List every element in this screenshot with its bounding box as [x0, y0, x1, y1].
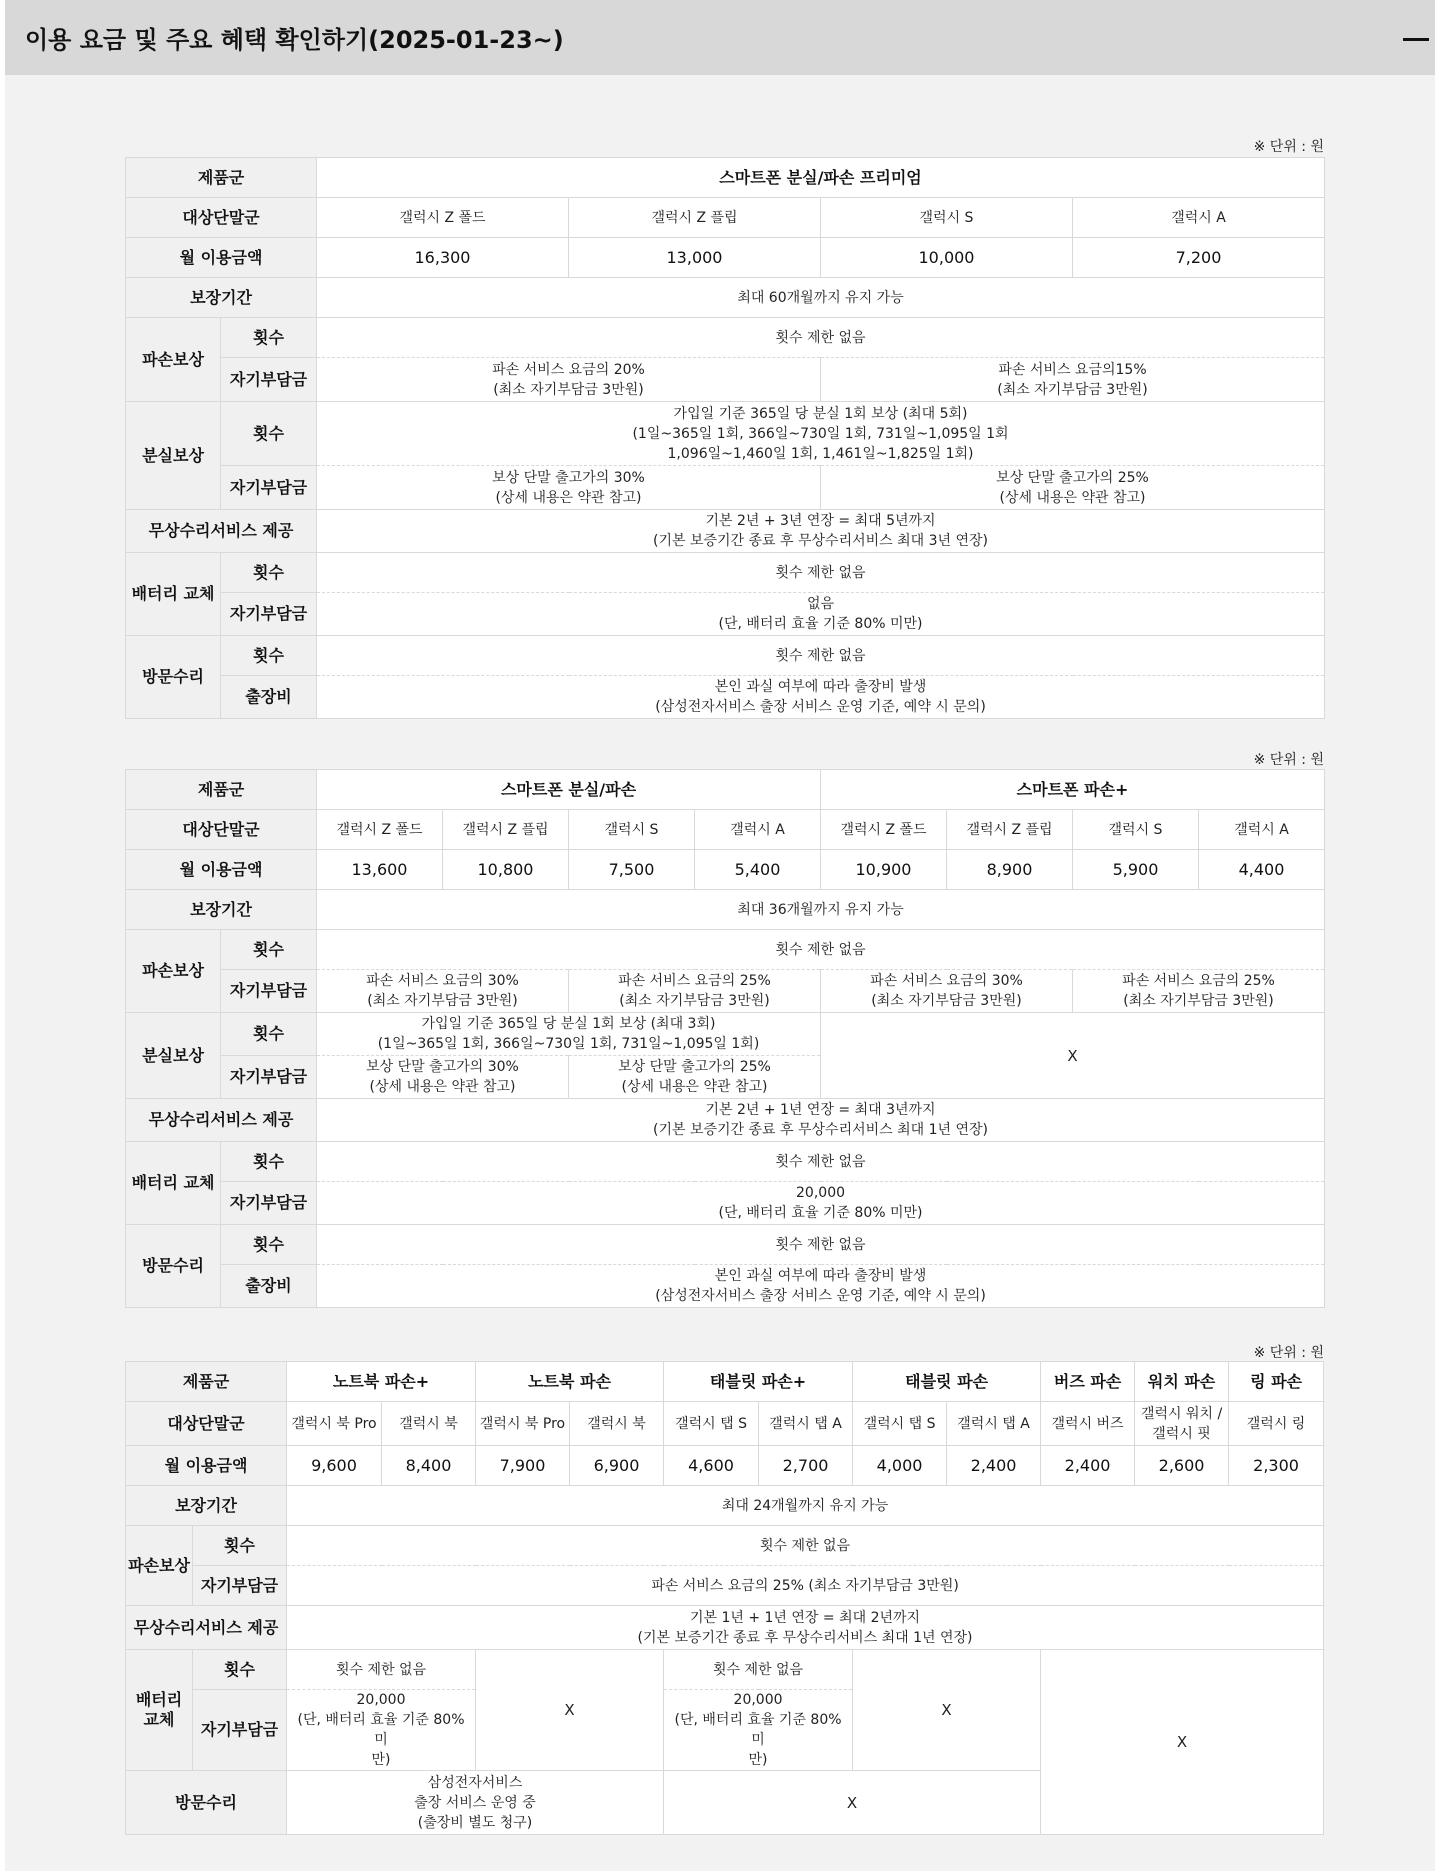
damage-count-value: 횟수 제한 없음: [317, 930, 1325, 970]
device-name: 갤럭시 북: [570, 1402, 664, 1446]
label-target-devices: 대상단말군: [126, 1402, 287, 1446]
label-trip-fee: 출장비: [221, 676, 317, 719]
device-name: 갤럭시 탭 S: [664, 1402, 759, 1446]
fee-table-premium: [125, 157, 1325, 719]
monthly-price: 2,400: [947, 1446, 1041, 1486]
damage-count-value: 횟수 제한 없음: [317, 318, 1325, 358]
loss-count-value: 가입일 기준 365일 당 분실 1회 보상 (최대 3회) (1일~365일 1회, 366일~730일 1회, 731일~1,095일 1회): [317, 1013, 821, 1056]
label-loss-comp: 분실보상: [126, 1013, 221, 1099]
device-name: 갤럭시 Z 플립: [947, 810, 1073, 850]
free-repair-value: 기본 1년 + 1년 연장 = 최대 2년까지 (기본 보증기간 종료 후 무상수리서비스 최대 1년 연장): [287, 1606, 1324, 1650]
label-damage-comp: 파손보상: [126, 930, 221, 1013]
device-name: 갤럭시 Z 플립: [569, 198, 821, 238]
fee-table-smartphone: [125, 769, 1325, 1308]
product-group-name: 버즈 파손: [1041, 1362, 1135, 1402]
device-name: 갤럭시 워치 / 갤럭시 핏: [1135, 1402, 1229, 1446]
label-deductible: 자기부담금: [221, 358, 317, 402]
product-group-name: 태블릿 파손+: [664, 1362, 853, 1402]
label-visit-repair: 방문수리: [126, 1771, 287, 1835]
battery-count-value: 횟수 제한 없음: [664, 1650, 853, 1690]
label-deductible: 자기부담금: [221, 1182, 317, 1225]
label-deductible: 자기부담금: [221, 970, 317, 1013]
monthly-price: 16,300: [317, 238, 569, 278]
monthly-price: 2,700: [759, 1446, 853, 1486]
monthly-price: 4,600: [664, 1446, 759, 1486]
label-deductible: 자기부담금: [221, 466, 317, 510]
label-target-devices: 대상단말군: [126, 810, 317, 850]
label-count: 횟수: [221, 636, 317, 676]
damage-deductible-value: 파손 서비스 요금의15% (최소 자기부담금 3만원): [821, 358, 1325, 402]
label-damage-comp: 파손보상: [126, 318, 221, 402]
product-group-name: 스마트폰 분실/파손 프리미엄: [317, 158, 1325, 198]
battery-deductible-value: 20,000 (단, 배터리 효율 기준 80% 미만): [317, 1182, 1325, 1225]
device-name: 갤럭시 A: [1199, 810, 1325, 850]
label-count: 횟수: [221, 1013, 317, 1056]
monthly-price: 9,600: [287, 1446, 382, 1486]
label-monthly-fee: 월 이용금액: [126, 850, 317, 890]
coverage-period-value: 최대 60개월까지 유지 가능: [317, 278, 1325, 318]
battery-deductible-value: 20,000 (단, 배터리 효율 기준 80% 미 만): [664, 1690, 853, 1771]
monthly-price: 8,900: [947, 850, 1073, 890]
device-name: 갤럭시 버즈: [1041, 1402, 1135, 1446]
device-name: 갤럭시 S: [569, 810, 695, 850]
device-name: 갤럭시 탭 S: [853, 1402, 947, 1446]
battery-deductible-value: 없음 (단, 배터리 효율 기준 80% 미만): [317, 593, 1325, 636]
monthly-price: 4,400: [1199, 850, 1325, 890]
monthly-price: 13,600: [317, 850, 443, 890]
monthly-price: 10,800: [443, 850, 569, 890]
label-loss-comp: 분실보상: [126, 402, 221, 510]
device-name: 갤럭시 북: [382, 1402, 476, 1446]
monthly-price: 7,500: [569, 850, 695, 890]
label-damage-comp: 파손보상: [126, 1526, 193, 1606]
label-visit-repair: 방문수리: [126, 1225, 221, 1308]
device-name: 갤럭시 북 Pro: [476, 1402, 570, 1446]
device-name: 갤럭시 Z 폴드: [317, 198, 569, 238]
monthly-price: 8,400: [382, 1446, 476, 1486]
label-deductible: 자기부담금: [221, 1056, 317, 1099]
battery-count-value: 횟수 제한 없음: [317, 1142, 1325, 1182]
monthly-price: 13,000: [569, 238, 821, 278]
free-repair-value: 기본 2년 + 1년 연장 = 최대 3년까지 (기본 보증기간 종료 후 무상수리서비스 최대 1년 연장): [317, 1099, 1325, 1142]
collapse-icon[interactable]: [1403, 38, 1429, 41]
unit-label: ※ 단위 : 원: [1253, 1345, 1324, 1361]
label-count: 횟수: [193, 1650, 287, 1690]
accordion-header[interactable]: [5, 0, 1435, 75]
device-name: 갤럭시 링: [1229, 1402, 1324, 1446]
wearables-not-applicable: X: [1041, 1650, 1324, 1835]
visit-count-value: 횟수 제한 없음: [317, 636, 1325, 676]
monthly-price: 2,600: [1135, 1446, 1229, 1486]
label-battery: 배터리 교체: [126, 553, 221, 636]
battery-count-value: 횟수 제한 없음: [317, 553, 1325, 593]
monthly-price: 7,900: [476, 1446, 570, 1486]
label-free-repair: 무상수리서비스 제공: [126, 1099, 317, 1142]
product-group-name: 노트북 파손+: [287, 1362, 476, 1402]
fee-table-devices: [125, 1361, 1324, 1835]
battery-not-applicable: X: [476, 1650, 664, 1771]
device-name: 갤럭시 북 Pro: [287, 1402, 382, 1446]
loss-deductible-value: 보상 단말 출고가의 25% (상세 내용은 약관 참고): [821, 466, 1325, 510]
battery-count-value: 횟수 제한 없음: [287, 1650, 476, 1690]
damage-deductible-value: 파손 서비스 요금의 25% (최소 자기부담금 3만원): [287, 1566, 1324, 1606]
label-deductible: 자기부담금: [221, 593, 317, 636]
monthly-price: 5,900: [1073, 850, 1199, 890]
loss-deductible-value: 보상 단말 출고가의 30% (상세 내용은 약관 참고): [317, 466, 821, 510]
product-group-name: 스마트폰 파손+: [821, 770, 1325, 810]
battery-deductible-value: 20,000 (단, 배터리 효율 기준 80% 미 만): [287, 1690, 476, 1771]
label-coverage-period: 보장기간: [126, 890, 317, 930]
label-count: 횟수: [221, 930, 317, 970]
monthly-price: 5,400: [695, 850, 821, 890]
damage-deductible-value: 파손 서비스 요금의 25% (최소 자기부담금 3만원): [1073, 970, 1325, 1013]
label-count: 횟수: [221, 318, 317, 358]
monthly-price: 10,000: [821, 238, 1073, 278]
label-visit-repair: 방문수리: [126, 636, 221, 719]
device-name: 갤럭시 Z 폴드: [317, 810, 443, 850]
label-deductible: 자기부담금: [193, 1690, 287, 1771]
monthly-price: 4,000: [853, 1446, 947, 1486]
trip-fee-value: 본인 과실 여부에 따라 출장비 발생 (삼성전자서비스 출장 서비스 운영 기준, 예약 시 문의): [317, 1265, 1325, 1308]
loss-count-value: 가입일 기준 365일 당 분실 1회 보상 (최대 5회) (1일~365일 1회, 366일~730일 1회, 731일~1,095일 1회 1,096일~1,460일 1회, 1,461일~1,825일 1회): [317, 402, 1325, 466]
monthly-price: 2,300: [1229, 1446, 1324, 1486]
label-count: 횟수: [193, 1526, 287, 1566]
monthly-price: 6,900: [570, 1446, 664, 1486]
device-name: 갤럭시 A: [695, 810, 821, 850]
label-battery: 배터리 교체: [126, 1142, 221, 1225]
label-target-devices: 대상단말군: [126, 198, 317, 238]
monthly-price: 10,900: [821, 850, 947, 890]
page-title: 이용 요금 및 주요 혜택 확인하기(2025-01-23~): [25, 26, 564, 54]
label-free-repair: 무상수리서비스 제공: [126, 510, 317, 553]
unit-label: ※ 단위 : 원: [1253, 752, 1324, 768]
label-battery: 배터리 교체: [126, 1650, 193, 1771]
label-deductible: 자기부담금: [193, 1566, 287, 1606]
monthly-price: 2,400: [1041, 1446, 1135, 1486]
label-count: 횟수: [221, 553, 317, 593]
unit-label: ※ 단위 : 원: [1253, 139, 1324, 155]
label-product-group: 제품군: [126, 158, 317, 198]
damage-deductible-value: 파손 서비스 요금의 30% (최소 자기부담금 3만원): [821, 970, 1073, 1013]
free-repair-value: 기본 2년 + 3년 연장 = 최대 5년까지 (기본 보증기간 종료 후 무상수리서비스 최대 3년 연장): [317, 510, 1325, 553]
label-monthly-fee: 월 이용금액: [126, 238, 317, 278]
monthly-price: 7,200: [1073, 238, 1325, 278]
label-product-group: 제품군: [126, 770, 317, 810]
product-group-name: 링 파손: [1229, 1362, 1324, 1402]
damage-deductible-value: 파손 서비스 요금의 20% (최소 자기부담금 3만원): [317, 358, 821, 402]
battery-not-applicable: X: [853, 1650, 1041, 1771]
label-monthly-fee: 월 이용금액: [126, 1446, 287, 1486]
label-coverage-period: 보장기간: [126, 1486, 287, 1526]
damage-count-value: 횟수 제한 없음: [287, 1526, 1324, 1566]
label-free-repair: 무상수리서비스 제공: [126, 1606, 287, 1650]
label-count: 횟수: [221, 1225, 317, 1265]
loss-deductible-value: 보상 단말 출고가의 25% (상세 내용은 약관 참고): [569, 1056, 821, 1099]
damage-deductible-value: 파손 서비스 요금의 25% (최소 자기부담금 3만원): [569, 970, 821, 1013]
label-product-group: 제품군: [126, 1362, 287, 1402]
device-name: 갤럭시 Z 플립: [443, 810, 569, 850]
device-name: 갤럭시 탭 A: [759, 1402, 853, 1446]
product-group-name: 워치 파손: [1135, 1362, 1229, 1402]
damage-deductible-value: 파손 서비스 요금의 30% (최소 자기부담금 3만원): [317, 970, 569, 1013]
label-trip-fee: 출장비: [221, 1265, 317, 1308]
coverage-period-value: 최대 24개월까지 유지 가능: [287, 1486, 1324, 1526]
product-group-name: 태블릿 파손: [853, 1362, 1041, 1402]
device-name: 갤럭시 Z 폴드: [821, 810, 947, 850]
loss-not-applicable: X: [821, 1013, 1325, 1099]
label-count: 횟수: [221, 402, 317, 466]
device-name: 갤럭시 탭 A: [947, 1402, 1041, 1446]
visit-not-applicable: X: [664, 1771, 1041, 1835]
coverage-period-value: 최대 36개월까지 유지 가능: [317, 890, 1325, 930]
label-coverage-period: 보장기간: [126, 278, 317, 318]
visit-repair-value: 삼성전자서비스 출장 서비스 운영 중 (출장비 별도 청구): [287, 1771, 664, 1835]
label-count: 횟수: [221, 1142, 317, 1182]
visit-count-value: 횟수 제한 없음: [317, 1225, 1325, 1265]
device-name: 갤럭시 S: [821, 198, 1073, 238]
loss-deductible-value: 보상 단말 출고가의 30% (상세 내용은 약관 참고): [317, 1056, 569, 1099]
product-group-name: 노트북 파손: [476, 1362, 664, 1402]
device-name: 갤럭시 A: [1073, 198, 1325, 238]
device-name: 갤럭시 S: [1073, 810, 1199, 850]
trip-fee-value: 본인 과실 여부에 따라 출장비 발생 (삼성전자서비스 출장 서비스 운영 기준, 예약 시 문의): [317, 676, 1325, 719]
product-group-name: 스마트폰 분실/파손: [317, 770, 821, 810]
